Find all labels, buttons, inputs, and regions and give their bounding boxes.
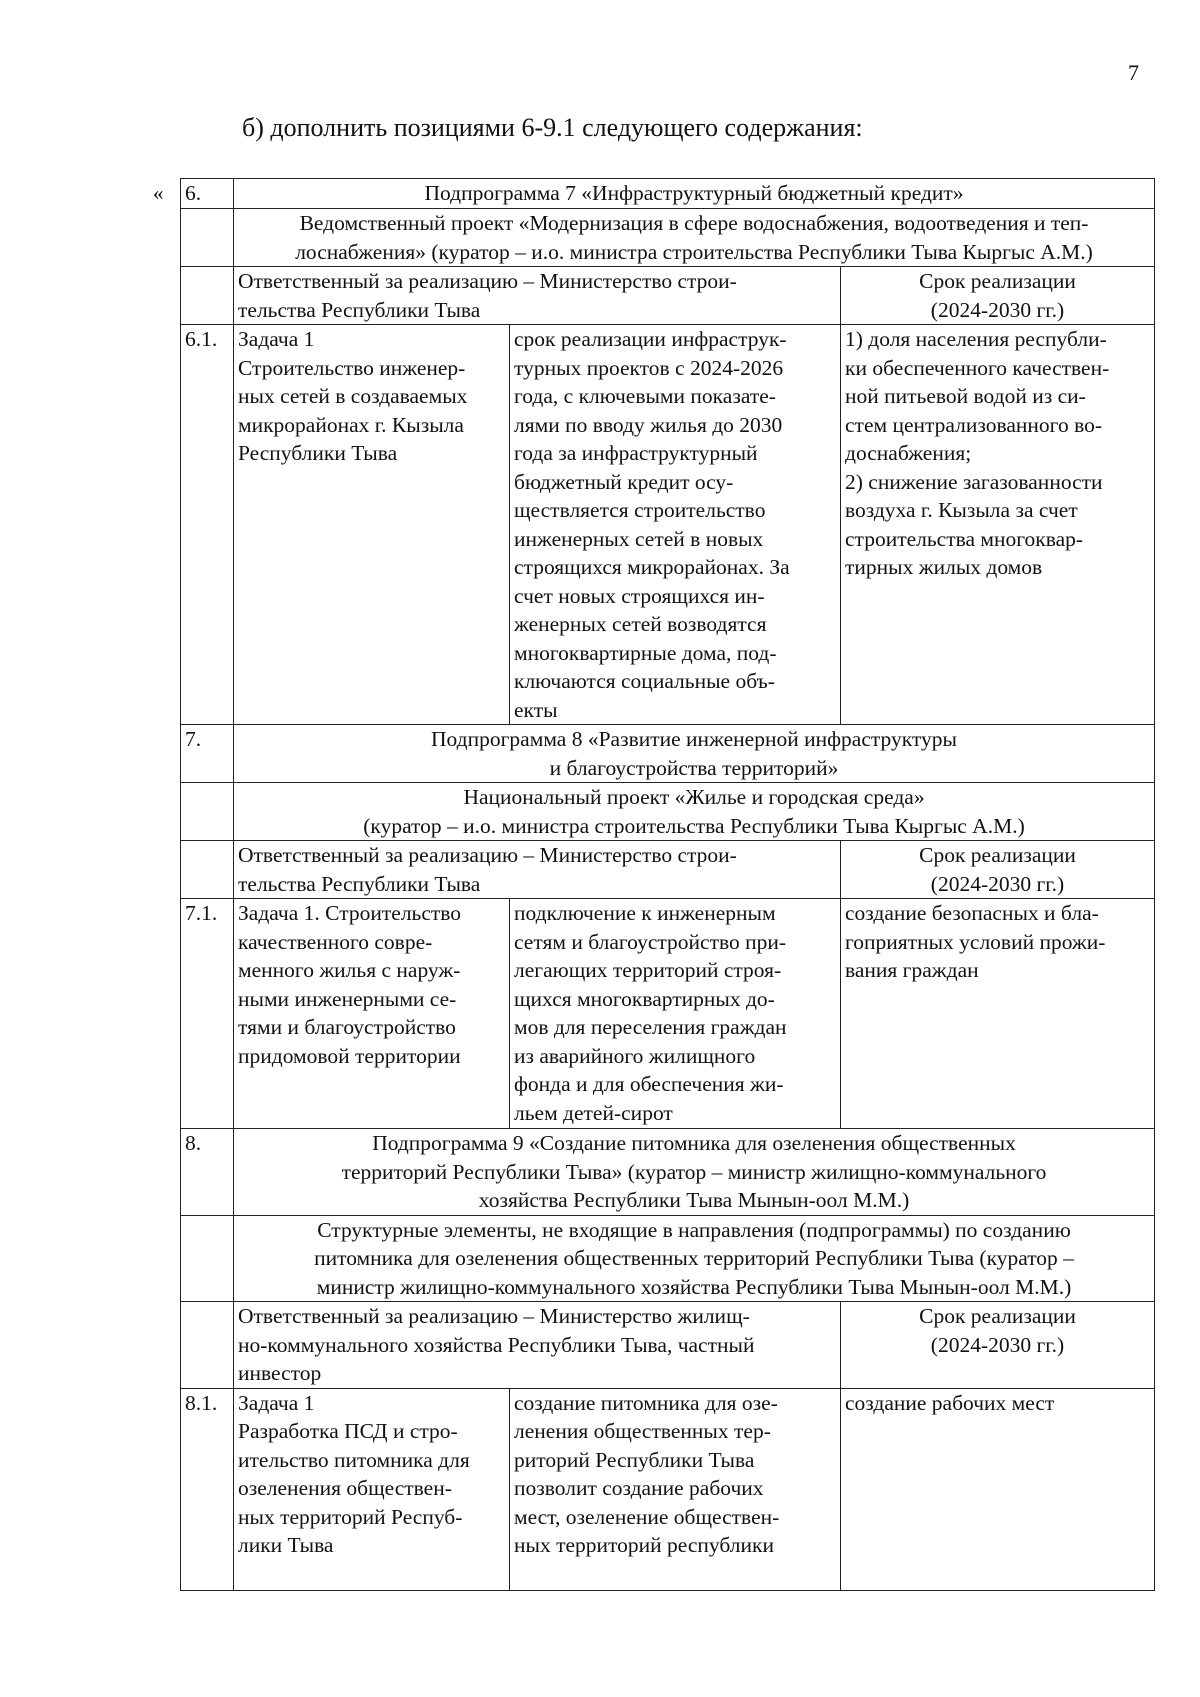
subprogram-title: Подпрограмма 7 «Инфраструктурный бюджетный кредит»: [234, 179, 1155, 209]
responsible-cell: Ответственный за реализацию – Министерство строи- тельства Республики Тыва: [234, 267, 841, 325]
empty-cell: [181, 209, 234, 267]
table-row: [181, 1302, 1155, 1389]
result-cell: 1) доля населения республи- ки обеспеченного качествен- ной питьевой водой из си- стем централизованного во- доснабжения; 2) снижение загазованности воздуха г. Кызыла за счет строительства многоквар- тирных жилых домов: [841, 325, 1155, 725]
empty-cell: [181, 1215, 234, 1302]
empty-cell: [181, 783, 234, 841]
table-row: [181, 209, 1155, 267]
row-number: 7.1.: [181, 899, 234, 1129]
table-row: [181, 899, 1155, 1129]
page-number: 7: [1128, 60, 1139, 85]
project-title: Ведомственный проект «Модернизация в сфере водоснабжения, водоотведения и теп- лоснабжения» (куратор – и.о. министра строительства Республики Тыва Кыргыс А.М.): [234, 209, 1155, 267]
responsible-cell: Ответственный за реализацию – Министерство строи- тельства Республики Тыва: [234, 841, 841, 899]
table-row: [181, 1388, 1155, 1590]
term-cell: Срок реализации (2024-2030 гг.): [841, 267, 1155, 325]
table-row: [181, 841, 1155, 899]
task-cell: Задача 1. Строительство качественного совре- менного жилья с наруж- ными инженерными се- тями и благоустройство придомовой территории: [234, 899, 510, 1129]
table-row: [181, 1215, 1155, 1302]
row-number: 7.: [181, 725, 234, 783]
table-row: [181, 267, 1155, 325]
result-cell: создание безопасных и бла- гоприятных условий прожи- вания граждан: [841, 899, 1155, 1129]
table-row: [181, 783, 1155, 841]
table-row: [181, 725, 1155, 783]
description-cell: создание питомника для озе- ленения общественных тер- риторий Республики Тыва позволит создание рабочих мест, озеленение обществен- ных территорий республики: [510, 1388, 841, 1590]
program-table: [180, 178, 1155, 1591]
subprogram-title: Подпрограмма 8 «Развитие инженерной инфраструктуры и благоустройства территорий»: [234, 725, 1155, 783]
result-cell: создание рабочих мест: [841, 1388, 1155, 1590]
term-cell: Срок реализации (2024-2030 гг.): [841, 1302, 1155, 1389]
table-row: [181, 325, 1155, 725]
page-heading: б) дополнить позициями 6-9.1 следующего содержания:: [242, 113, 863, 142]
row-number: 6.: [181, 179, 234, 209]
project-title: Структурные элементы, не входящие в направления (подпрограммы) по созданию питомника для озеленения общественных территорий Республики Тыва (куратор – министр жилищно-коммунального хозяйства Республики Тыва Мынын-оол М.М.): [234, 1215, 1155, 1302]
empty-cell: [181, 1302, 234, 1389]
row-number: 8.1.: [181, 1388, 234, 1590]
description-cell: подключение к инженерным сетям и благоустройство при- легающих территорий строя- щихся многоквартирных до- мов для переселения граждан из аварийного жилищного фонда и для обеспечения жи- льем детей-сирот: [510, 899, 841, 1129]
row-number: 8.: [181, 1129, 234, 1216]
task-cell: Задача 1 Строительство инженер- ных сетей в создаваемых микрорайонах г. Кызыла Республики Тыва: [234, 325, 510, 725]
subprogram-title: Подпрограмма 9 «Создание питомника для озеленения общественных территорий Республики Тыва» (куратор – министр жилищно-коммунального хозяйства Республики Тыва Мынын-оол М.М.): [234, 1129, 1155, 1216]
responsible-cell: Ответственный за реализацию – Министерство жилищ- но-коммунального хозяйства Республики Тыва, частный инвестор: [234, 1302, 841, 1389]
row-number: 6.1.: [181, 325, 234, 725]
task-cell: Задача 1 Разработка ПСД и стро- ительство питомника для озеленения обществен- ных территорий Респуб- лики Тыва: [234, 1388, 510, 1590]
empty-cell: [181, 267, 234, 325]
opening-quote: «: [153, 181, 164, 205]
term-cell: Срок реализации (2024-2030 гг.): [841, 841, 1155, 899]
table-row: [181, 179, 1155, 209]
empty-cell: [181, 841, 234, 899]
description-cell: срок реализации инфраструк- турных проектов с 2024-2026 года, с ключевыми показате- лями по вводу жилья до 2030 года за инфраструктурный бюджетный кредит осу- ществляется строительство инженерных сетей в новых строящихся микрорайонах. За счет новых строящихся ин- женерных сетей возводятся многоквартирные дома, под- ключаются социальные объ- екты: [510, 325, 841, 725]
project-title: Национальный проект «Жилье и городская среда» (куратор – и.о. министра строительства Республики Тыва Кыргыс А.М.): [234, 783, 1155, 841]
table-row: [181, 1129, 1155, 1216]
